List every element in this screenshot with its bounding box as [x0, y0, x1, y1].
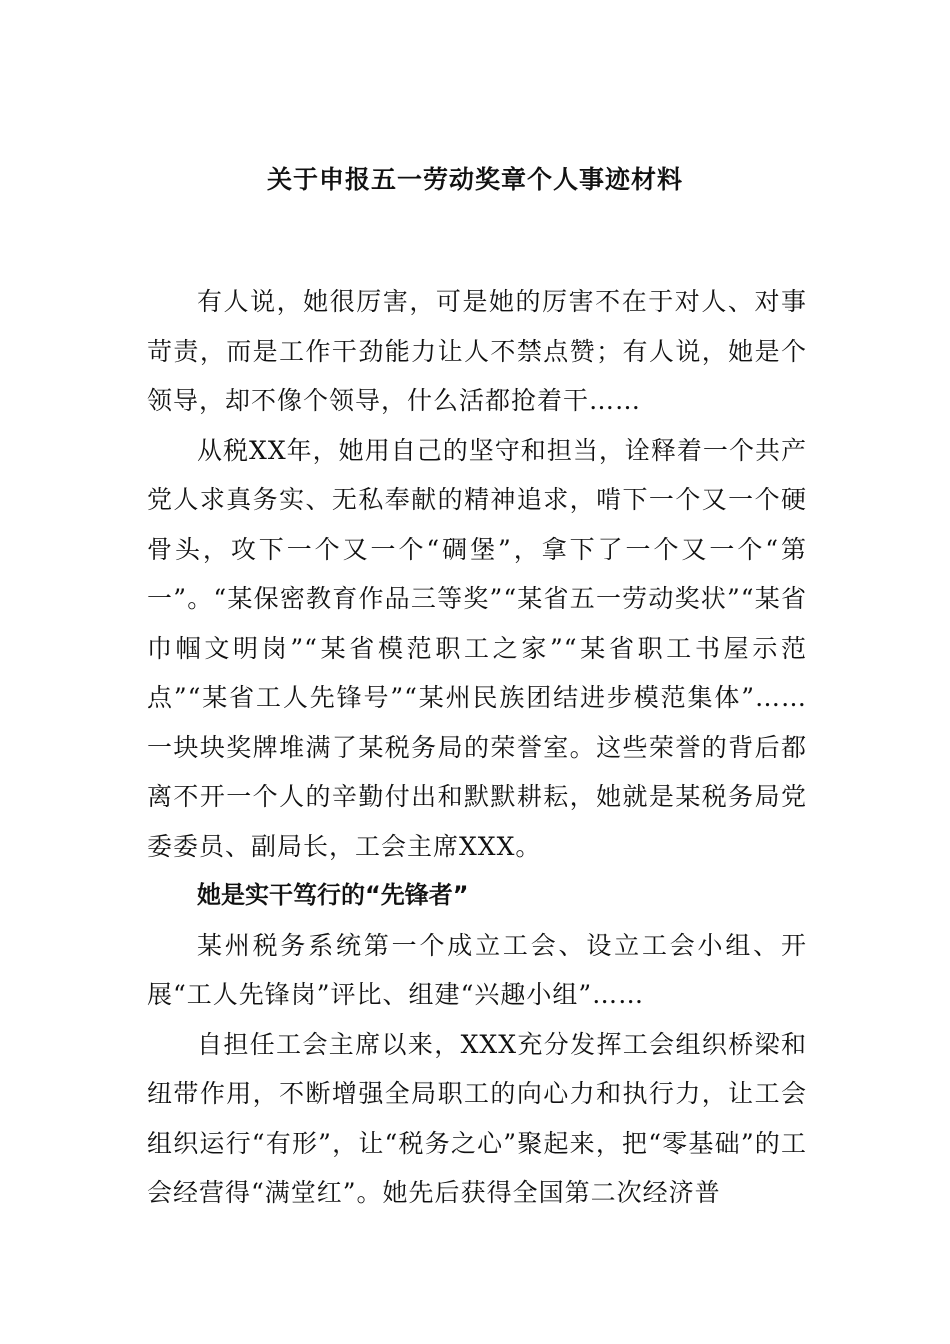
paragraph-intro: 有人说，她很厉害，可是她的厉害不在于对人、对事苛责，而是工作干劲能力让人不禁点赞；有人说，她是个领导，却不像个领导，什么活都抢着干……: [147, 287, 807, 415]
paragraph-firsts: 某州税务系统第一个成立工会、设立工会小组、开展“工人先锋岗”评比、组建“兴趣小组”……: [147, 930, 807, 1009]
document-body: [147, 277, 807, 1218]
paragraph-career: 从税XX年，她用自己的坚守和担当，诠释着一个共产党人求真务实、无私奉献的精神追求，啃下一个又一个硬骨头，攻下一个又一个“碉堡”，拿下了一个又一个“第一”。“某保密教育作品三等奖”“某省五一劳动奖状”“某省巾帼文明岗”“某省模范职工之家”“某省职工书屋示范点”“某省工人先锋号”“某州民族团结进步模范集体”……一块块奖牌堆满了某税务局的荣誉室。这些荣誉的背后都离不开一个人的辛勤付出和默默耕耘，她就是某税务局党委委员、副局长，工会主席XXX。: [147, 435, 807, 861]
document-title: 关于申报五一劳动奖章个人事迹材料: [266, 165, 683, 194]
paragraph-union-chair: 自担任工会主席以来，XXX充分发挥工会组织桥梁和纽带作用，不断增强全局职工的向心力和执行力，让工会组织运行“有形”，让“税务之心”聚起来，把“零基础”的工会经营得“满堂红”。她先后获得全国第二次经济普: [147, 1029, 807, 1207]
section-heading: 她是实干笃行的“先锋者”: [197, 881, 469, 909]
